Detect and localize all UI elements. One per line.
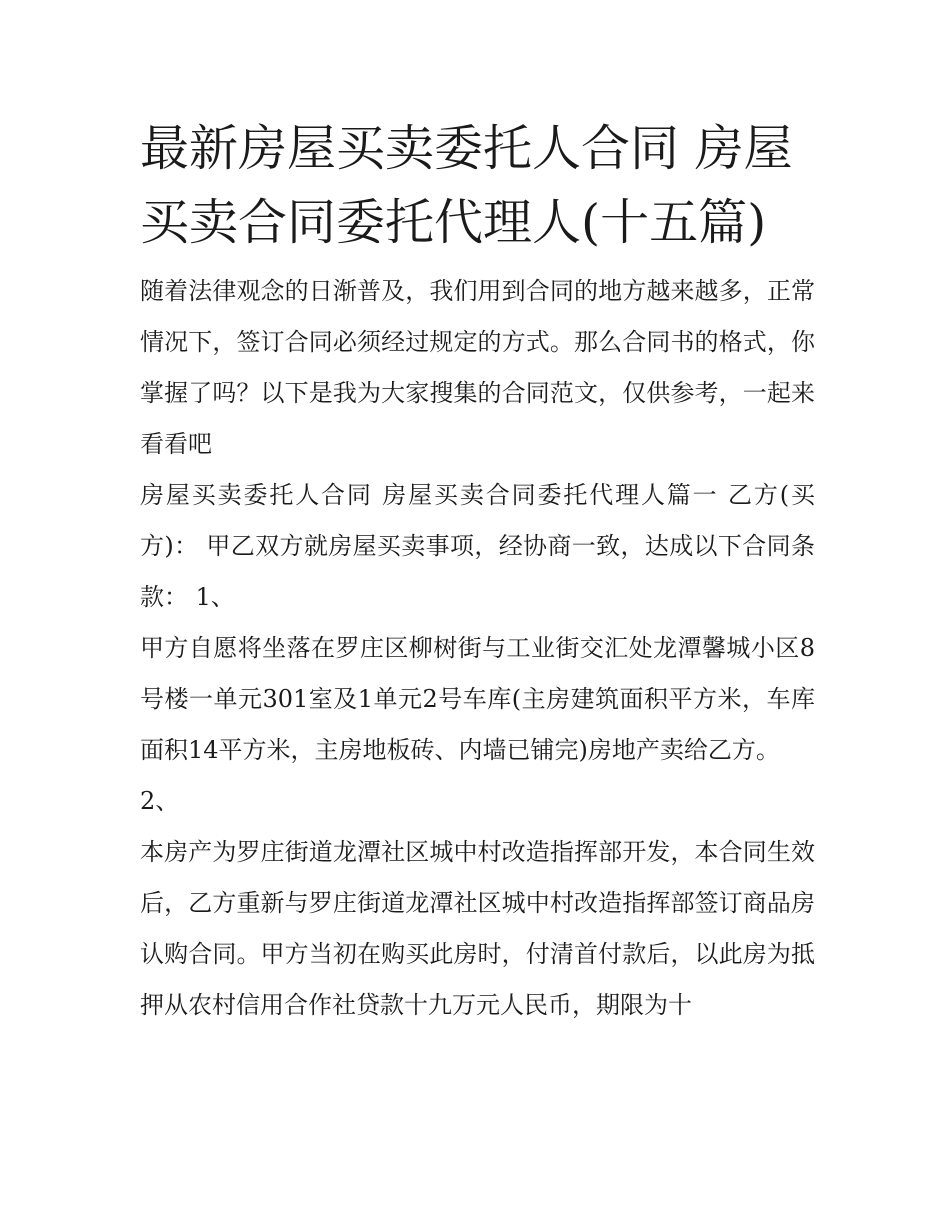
document-body bbox=[140, 112, 815, 1031]
clause-two-number: 2、 bbox=[140, 787, 180, 815]
clause-two-paragraph: 本房产为罗庄街道龙潭社区城中村改造指挥部开发，本合同生效后，乙方重新与罗庄街道龙潭社区城中村改造指挥部签订商品房认购合同。甲方当初在购买此房时，付清首付款后，以此房为抵押从农村信用合作社贷款十九万元人民币，期限为十 bbox=[140, 838, 815, 1019]
document-title: 最新房屋买卖委托人合同 房屋买卖合同委托代理人(十五篇) bbox=[140, 120, 793, 251]
clause-one-paragraph: 甲方自愿将坐落在罗庄区柳树街与工业街交汇处龙潭馨城小区8号楼一单元301室及1单元2号车库(主房建筑面积平方米，车库面积14平方米，主房地板砖、内墙已铺完)房地产卖给乙方。 bbox=[140, 634, 815, 764]
section-one-heading-paragraph: 房屋买卖委托人合同 房屋买卖合同委托代理人篇一 乙方(买方)： 甲乙双方就房屋买卖事项，经协商一致，达成以下合同条款： 1、 bbox=[140, 481, 815, 611]
intro-paragraph: 随着法律观念的日渐普及，我们用到合同的地方越来越多，正常情况下，签订合同必须经过规定的方式。那么合同书的格式，你掌握了吗？以下是我为大家搜集的合同范文，仅供参考，一起来看看吧 bbox=[140, 277, 815, 458]
